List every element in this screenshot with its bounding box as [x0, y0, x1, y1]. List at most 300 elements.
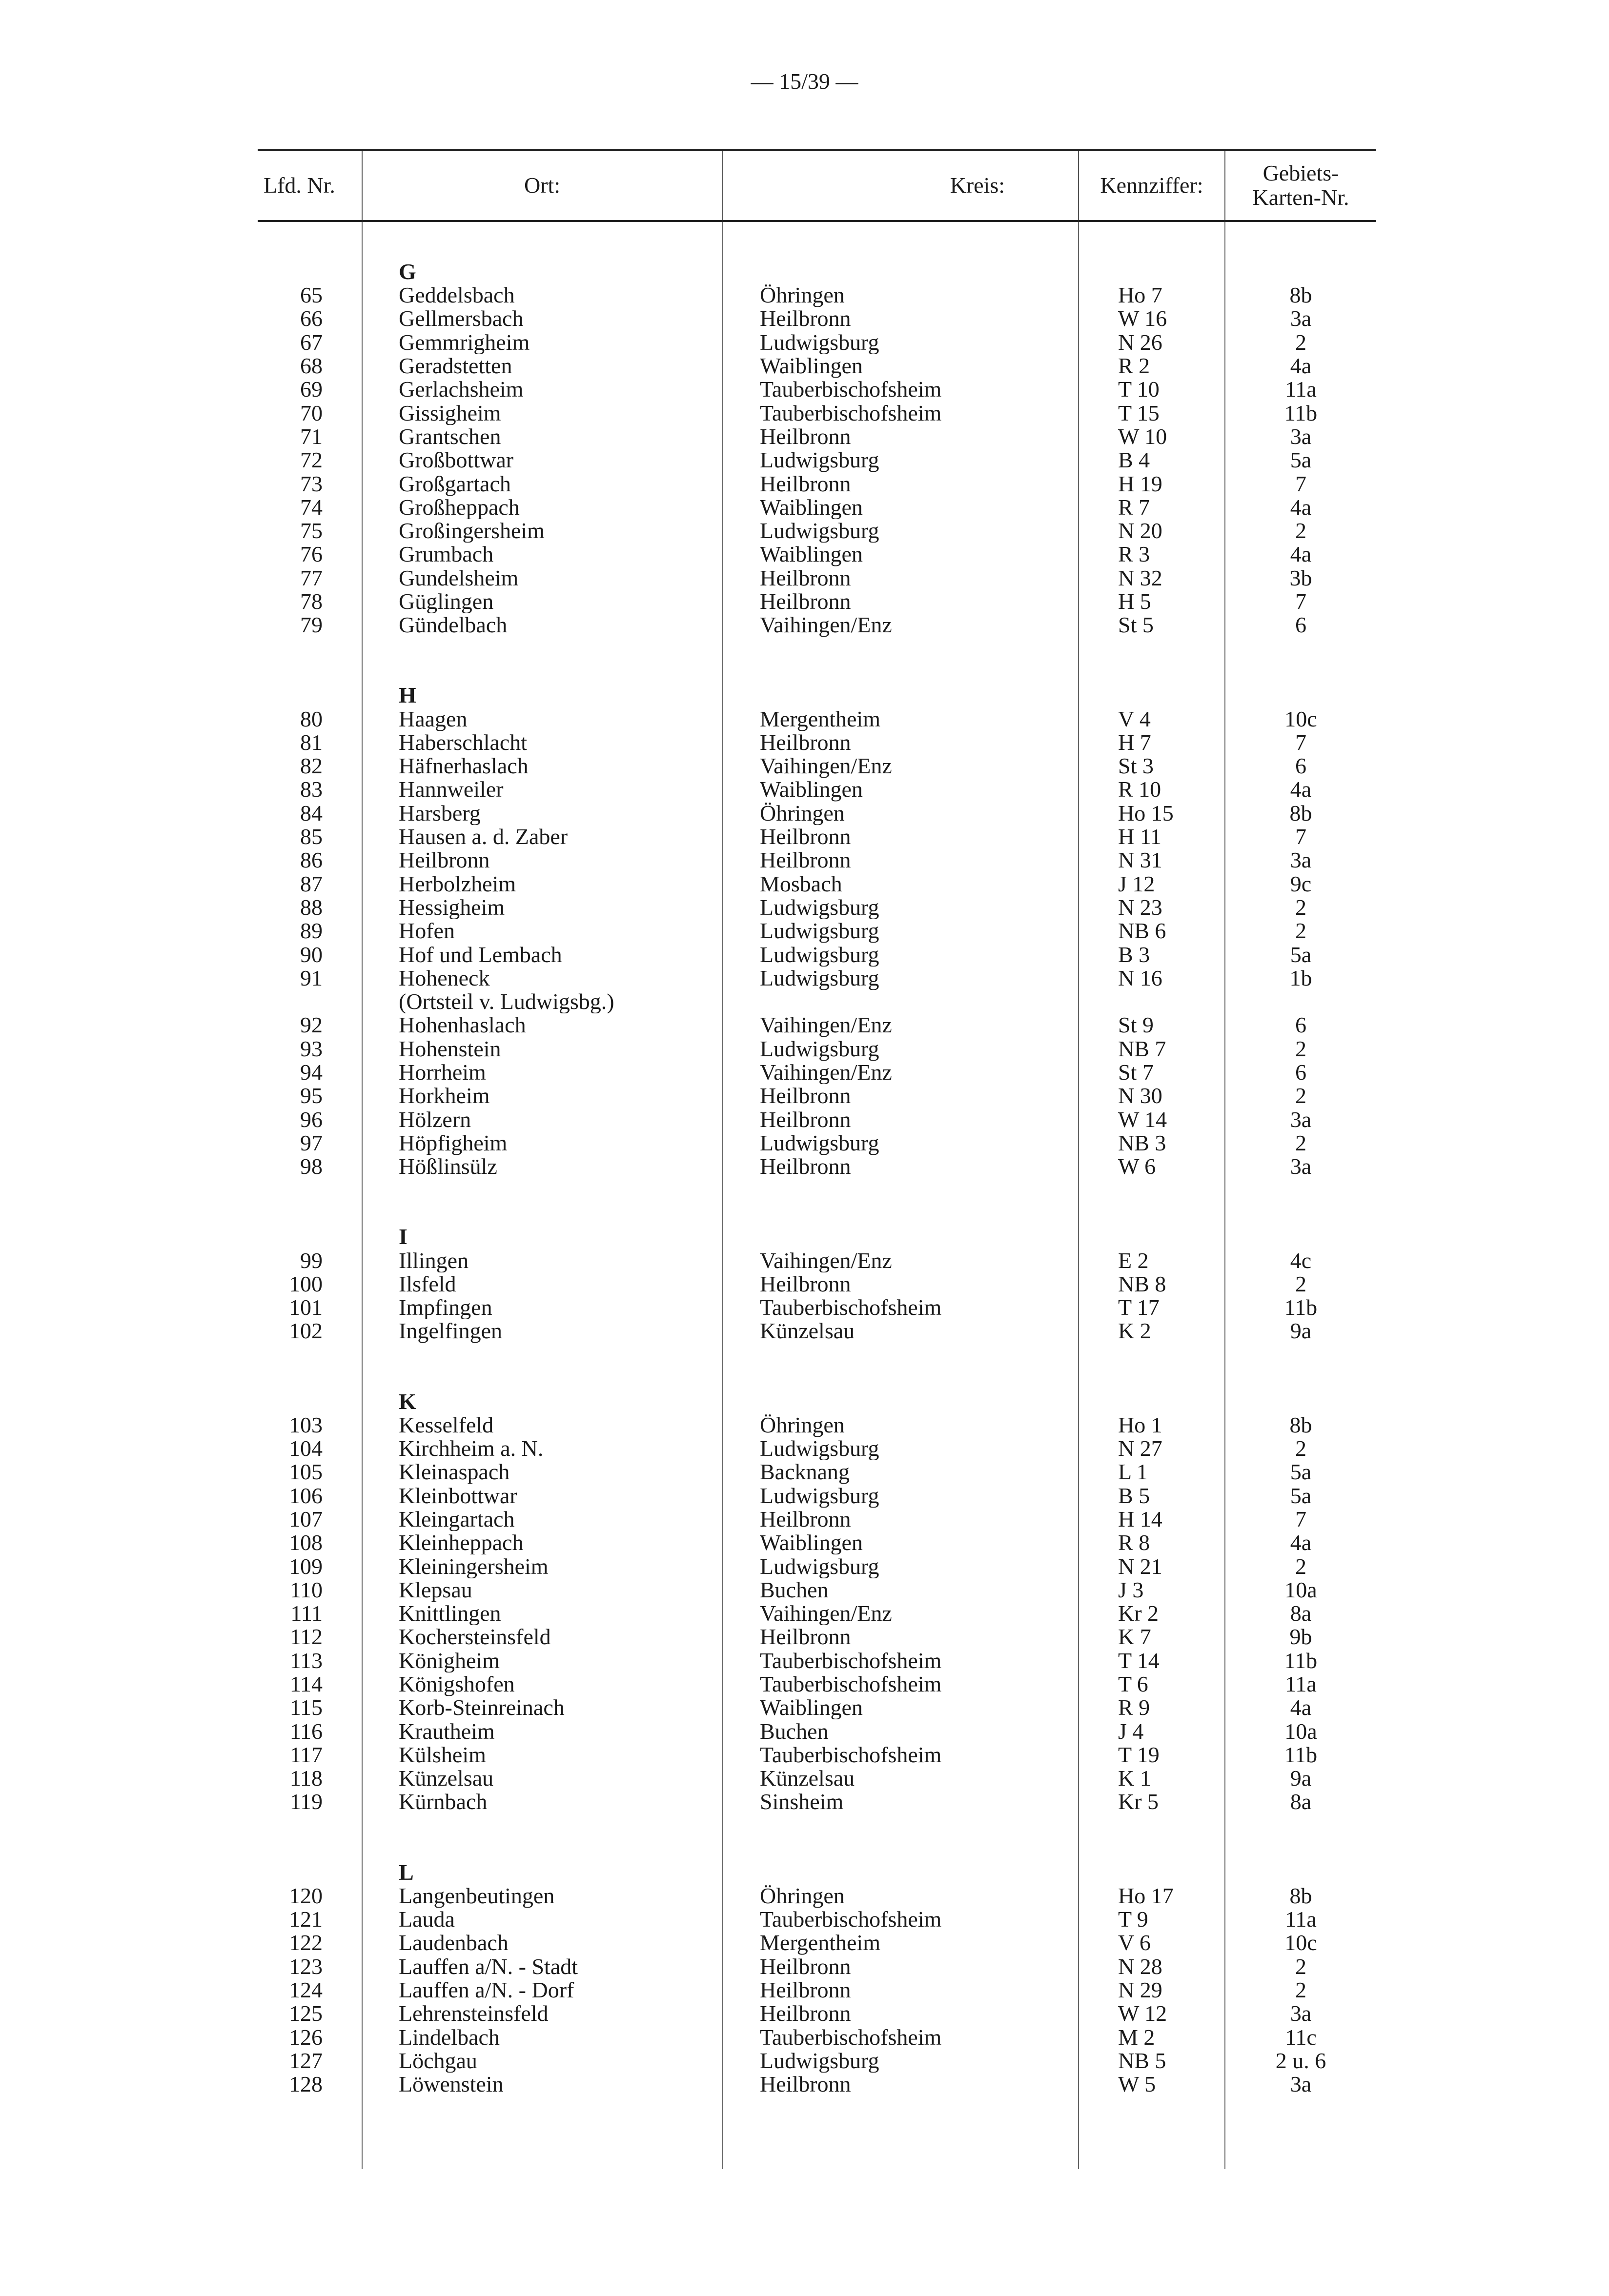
cell-lfd-nr: 67 — [300, 330, 323, 354]
table-row — [258, 496, 1376, 519]
section-letter-row — [258, 1837, 1376, 1884]
spacer-row — [258, 221, 1376, 237]
cell-ort: Knittlingen — [362, 1602, 722, 1625]
cell-lfd-nr: 97 — [300, 1131, 323, 1155]
spacer-cell — [362, 2096, 722, 2169]
cell-lfd-nr: 123 — [289, 1954, 323, 1978]
cell-ort: Hoheneck — [362, 967, 722, 990]
cell-kreis: Heilbronn — [722, 731, 1079, 754]
cell-ort: Großheppach — [362, 496, 722, 519]
table-row — [258, 967, 1376, 990]
cell-ort: Grantschen — [362, 425, 722, 448]
cell-ort: Ilsfeld — [362, 1272, 722, 1296]
cell-lfd-nr: 100 — [289, 1272, 323, 1296]
cell-kennziffer: W 14 — [1079, 1108, 1225, 1131]
table-row — [258, 1719, 1376, 1743]
spacer-cell — [1079, 637, 1225, 660]
cell-kreis: Ludwigsburg — [722, 919, 1079, 943]
section-empty-cell — [258, 660, 362, 707]
cell-ort: Gundelsheim — [362, 566, 722, 590]
cell-karten-nr: 9c — [1225, 872, 1376, 896]
table-row — [258, 1578, 1376, 1602]
cell-kreis: Tauberbischofsheim — [722, 1743, 1079, 1767]
cell-ort: Löchgau — [362, 2049, 722, 2073]
table-row — [258, 1108, 1376, 1131]
cell-karten-nr: 10a — [1225, 1578, 1376, 1602]
cell-kennziffer: W 12 — [1079, 2002, 1225, 2025]
table-row — [258, 825, 1376, 848]
spacer-cell — [1225, 221, 1376, 237]
cell-lfd-nr: 74 — [300, 495, 323, 519]
cell-kreis: Heilbronn — [722, 566, 1079, 590]
cell-karten-nr: 8b — [1225, 1413, 1376, 1437]
cell-kennziffer: Ho 7 — [1079, 283, 1225, 307]
cell-lfd-nr: 90 — [300, 943, 323, 967]
section-letter: H — [362, 660, 722, 707]
cell-kreis: Heilbronn — [722, 1155, 1079, 1178]
table-row — [258, 1084, 1376, 1108]
table-row — [258, 354, 1376, 378]
cell-karten-nr: 6 — [1225, 1061, 1376, 1084]
cell-lfd-nr: 106 — [289, 1484, 323, 1508]
cell-ort: Königshofen — [362, 1672, 722, 1696]
section-empty-cell — [722, 660, 1079, 707]
cell-kennziffer: Ho 1 — [1079, 1413, 1225, 1437]
cell-kreis: Waiblingen — [722, 354, 1079, 378]
cell-ort: Künzelsau — [362, 1767, 722, 1790]
cell-kreis: Künzelsau — [722, 1767, 1079, 1790]
cell-kreis: Waiblingen — [722, 543, 1079, 566]
cell-ort: Geddelsbach — [362, 283, 722, 307]
table-row — [258, 1978, 1376, 2002]
cell-ort: Geradstetten — [362, 354, 722, 378]
table-row — [258, 1484, 1376, 1507]
cell-karten-nr — [1225, 990, 1376, 1013]
cell-lfd-nr: 69 — [300, 378, 323, 402]
spacer-row — [258, 637, 1376, 660]
cell-kennziffer: N 20 — [1079, 519, 1225, 543]
cell-kreis: Buchen — [722, 1719, 1079, 1743]
section-empty-cell — [1225, 660, 1376, 707]
cell-lfd-nr: 127 — [289, 2049, 323, 2073]
cell-ort: Kesselfeld — [362, 1413, 722, 1437]
table-row — [258, 2049, 1376, 2073]
header-karte-line-1: Gebiets- — [1263, 161, 1339, 185]
cell-karten-nr: 8a — [1225, 1602, 1376, 1625]
cell-ort: Großbottwar — [362, 448, 722, 472]
cell-lfd-nr: 91 — [300, 966, 323, 990]
cell-ort: Haagen — [362, 707, 722, 730]
cell-karten-nr: 11b — [1225, 1743, 1376, 1767]
cell-kennziffer: K 7 — [1079, 1625, 1225, 1649]
cell-lfd-nr: 99 — [300, 1249, 323, 1272]
cell-ort: Kochersteinsfeld — [362, 1625, 722, 1649]
spacer-cell — [258, 2096, 362, 2169]
cell-ort: Hannweiler — [362, 778, 722, 801]
cell-kennziffer: J 4 — [1079, 1719, 1225, 1743]
table-row — [258, 1013, 1376, 1037]
cell-karten-nr: 4a — [1225, 354, 1376, 378]
table-row — [258, 519, 1376, 543]
cell-kreis: Tauberbischofsheim — [722, 401, 1079, 424]
cell-lfd-nr: 70 — [300, 401, 323, 425]
cell-kennziffer: J 12 — [1079, 872, 1225, 896]
cell-kreis: Öhringen — [722, 1413, 1079, 1437]
table-row — [258, 1743, 1376, 1767]
section-empty-cell — [258, 237, 362, 283]
table-row — [258, 1696, 1376, 1719]
spacer-cell — [362, 1178, 722, 1202]
section-letter: L — [362, 1837, 722, 1884]
cell-lfd-nr: 87 — [300, 872, 323, 896]
cell-ort: Großgartach — [362, 472, 722, 495]
table-row — [258, 1672, 1376, 1696]
cell-lfd-nr: 114 — [289, 1672, 323, 1696]
section-empty-cell — [1079, 1837, 1225, 1884]
cell-kreis: Öhringen — [722, 802, 1079, 825]
cell-lfd-nr: 118 — [289, 1767, 323, 1791]
cell-kreis: Tauberbischofsheim — [722, 1296, 1079, 1319]
cell-karten-nr: 2 — [1225, 1131, 1376, 1155]
cell-kreis: Ludwigsburg — [722, 1037, 1079, 1061]
cell-kreis: Tauberbischofsheim — [722, 1649, 1079, 1672]
cell-kennziffer: R 7 — [1079, 496, 1225, 519]
spacer-cell — [722, 1178, 1079, 1202]
cell-ort: Impfingen — [362, 1296, 722, 1319]
cell-ort: Krautheim — [362, 1719, 722, 1743]
cell-ort: Horkheim — [362, 1084, 722, 1108]
cell-lfd-nr: 113 — [289, 1649, 323, 1672]
cell-kennziffer: Kr 2 — [1079, 1602, 1225, 1625]
spacer-cell — [1079, 1814, 1225, 1837]
cell-lfd-nr: 112 — [289, 1625, 323, 1649]
cell-ort: Gellmersbach — [362, 307, 722, 330]
table-row — [258, 378, 1376, 401]
cell-lfd-nr: 93 — [300, 1037, 323, 1061]
section-empty-cell — [1079, 660, 1225, 707]
cell-lfd-nr: 121 — [289, 1907, 323, 1932]
cell-kreis: Ludwigsburg — [722, 519, 1079, 543]
cell-karten-nr: 4a — [1225, 1531, 1376, 1554]
table-row — [258, 613, 1376, 637]
table-row — [258, 754, 1376, 778]
cell-ort: Illingen — [362, 1249, 722, 1272]
cell-ort: Külsheim — [362, 1743, 722, 1767]
cell-kreis: Heilbronn — [722, 2002, 1079, 2025]
cell-lfd-nr: 78 — [300, 589, 323, 614]
cell-ort: Lauffen a/N. - Stadt — [362, 1955, 722, 1978]
cell-kennziffer: N 27 — [1079, 1437, 1225, 1460]
cell-ort: Lehrensteinsfeld — [362, 2002, 722, 2025]
cell-lfd-nr: 83 — [300, 778, 323, 802]
cell-karten-nr: 1b — [1225, 967, 1376, 990]
cell-karten-nr: 7 — [1225, 731, 1376, 754]
cell-lfd-nr: 116 — [289, 1719, 323, 1743]
cell-kreis: Sinsheim — [722, 1790, 1079, 1813]
cell-kennziffer: W 16 — [1079, 307, 1225, 330]
cell-lfd-nr: 92 — [300, 1013, 323, 1037]
cell-ort: Lauffen a/N. - Dorf — [362, 1978, 722, 2002]
section-letter: I — [362, 1202, 722, 1249]
cell-ort: Hößlinsülz — [362, 1155, 722, 1178]
cell-kreis: Vaihingen/Enz — [722, 613, 1079, 637]
cell-lfd-nr: 111 — [290, 1601, 323, 1626]
cell-karten-nr: 11c — [1225, 2025, 1376, 2049]
cell-karten-nr: 10c — [1225, 1931, 1376, 1954]
table-row — [258, 896, 1376, 919]
cell-karten-nr: 11b — [1225, 401, 1376, 424]
cell-ort: Kleingartach — [362, 1508, 722, 1531]
cell-lfd-nr: 124 — [289, 1978, 323, 2002]
table-row — [258, 472, 1376, 495]
cell-karten-nr: 9a — [1225, 1319, 1376, 1343]
cell-kennziffer: NB 7 — [1079, 1037, 1225, 1061]
spacer-row — [258, 1178, 1376, 1202]
cell-lfd-nr: 84 — [300, 801, 323, 825]
cell-kreis: Ludwigsburg — [722, 448, 1079, 472]
cell-kennziffer: V 4 — [1079, 707, 1225, 730]
table-row — [258, 707, 1376, 730]
cell-karten-nr: 6 — [1225, 1013, 1376, 1037]
cell-karten-nr: 2 — [1225, 1437, 1376, 1460]
cell-kennziffer: St 3 — [1079, 754, 1225, 778]
table-row — [258, 590, 1376, 613]
cell-lfd-nr: 119 — [289, 1790, 323, 1814]
cell-karten-nr: 7 — [1225, 1508, 1376, 1531]
cell-karten-nr: 7 — [1225, 472, 1376, 495]
cell-lfd-nr: 82 — [300, 754, 323, 778]
cell-kreis: Heilbronn — [722, 2073, 1079, 2096]
cell-karten-nr: 3a — [1225, 2002, 1376, 2025]
cell-ort: Hessigheim — [362, 896, 722, 919]
table-row — [258, 2073, 1376, 2096]
cell-kennziffer: N 29 — [1079, 1978, 1225, 2002]
section-empty-cell — [1079, 237, 1225, 283]
cell-kreis: Heilbronn — [722, 307, 1079, 330]
cell-kennziffer: St 7 — [1079, 1061, 1225, 1084]
cell-kreis: Ludwigsburg — [722, 896, 1079, 919]
cell-kreis: Heilbronn — [722, 848, 1079, 872]
section-letter: K — [362, 1367, 722, 1413]
cell-kennziffer: H 7 — [1079, 731, 1225, 754]
table-row — [258, 2002, 1376, 2025]
table-row — [258, 1531, 1376, 1554]
section-empty-cell — [1225, 1202, 1376, 1249]
spacer-cell — [722, 2096, 1079, 2169]
spacer-cell — [1079, 2096, 1225, 2169]
cell-kreis: Ludwigsburg — [722, 1131, 1079, 1155]
cell-kreis: Öhringen — [722, 283, 1079, 307]
header-ort: Ort: — [362, 150, 722, 221]
cell-karten-nr: 2 — [1225, 1084, 1376, 1108]
spacer-cell — [362, 1814, 722, 1837]
table-row — [258, 2025, 1376, 2049]
cell-lfd-nr: 72 — [300, 448, 323, 472]
cell-karten-nr: 11a — [1225, 1672, 1376, 1696]
header-kennziffer: Kennziffer: — [1079, 150, 1225, 221]
cell-ort: Hof und Lembach — [362, 943, 722, 966]
cell-karten-nr: 2 — [1225, 1978, 1376, 2002]
table-row — [258, 802, 1376, 825]
cell-kennziffer: N 28 — [1079, 1955, 1225, 1978]
table-header — [258, 150, 1376, 221]
cell-karten-nr: 3a — [1225, 2073, 1376, 2096]
cell-kennziffer: N 30 — [1079, 1084, 1225, 1108]
table-row — [258, 778, 1376, 801]
cell-ort: Langenbeutingen — [362, 1884, 722, 1908]
cell-kreis: Waiblingen — [722, 1696, 1079, 1719]
cell-kreis: Heilbronn — [722, 472, 1079, 495]
cell-kennziffer: K 1 — [1079, 1767, 1225, 1790]
section-empty-cell — [258, 1367, 362, 1413]
cell-kreis: Öhringen — [722, 1884, 1079, 1908]
cell-kennziffer: M 2 — [1079, 2025, 1225, 2049]
cell-lfd-nr: 109 — [289, 1554, 323, 1578]
table-row — [258, 1625, 1376, 1649]
cell-karten-nr: 3a — [1225, 307, 1376, 330]
cell-kreis: Heilbronn — [722, 1955, 1079, 1978]
section-empty-cell — [1225, 237, 1376, 283]
cell-kreis: Heilbronn — [722, 1084, 1079, 1108]
cell-kreis: Heilbronn — [722, 825, 1079, 848]
cell-karten-nr: 4a — [1225, 496, 1376, 519]
cell-kreis: Vaihingen/Enz — [722, 1061, 1079, 1084]
cell-karten-nr: 5a — [1225, 1484, 1376, 1507]
cell-ort: Gerlachsheim — [362, 378, 722, 401]
table-row — [258, 1061, 1376, 1084]
cell-lfd-nr: 98 — [300, 1155, 323, 1179]
spacer-cell — [258, 221, 362, 237]
cell-karten-nr: 10c — [1225, 707, 1376, 730]
cell-lfd-nr: 126 — [289, 2025, 323, 2049]
section-empty-cell — [722, 237, 1079, 283]
table-row — [258, 543, 1376, 566]
cell-kennziffer: T 6 — [1079, 1672, 1225, 1696]
cell-karten-nr: 2 — [1225, 1272, 1376, 1296]
cell-kennziffer: R 2 — [1079, 354, 1225, 378]
cell-karten-nr: 7 — [1225, 590, 1376, 613]
cell-kennziffer: B 3 — [1079, 943, 1225, 966]
cell-kennziffer: L 1 — [1079, 1460, 1225, 1484]
cell-ort: Hölzern — [362, 1108, 722, 1131]
cell-ort: Haberschlacht — [362, 731, 722, 754]
cell-ort: Hofen — [362, 919, 722, 943]
cell-kennziffer: T 17 — [1079, 1296, 1225, 1319]
cell-kennziffer: NB 5 — [1079, 2049, 1225, 2073]
cell-lfd-nr: 102 — [289, 1319, 323, 1343]
cell-karten-nr: 2 — [1225, 896, 1376, 919]
table-row — [258, 448, 1376, 472]
cell-kennziffer: H 5 — [1079, 590, 1225, 613]
spacer-cell — [362, 637, 722, 660]
section-empty-cell — [722, 1837, 1079, 1884]
cell-karten-nr: 3a — [1225, 848, 1376, 872]
table-row — [258, 943, 1376, 966]
cell-kennziffer: St 5 — [1079, 613, 1225, 637]
spacer-cell — [1079, 1178, 1225, 1202]
cell-ort: Kleiningersheim — [362, 1554, 722, 1578]
table-row — [258, 401, 1376, 424]
cell-karten-nr: 2 — [1225, 919, 1376, 943]
cell-ort: Lauda — [362, 1908, 722, 1931]
cell-kreis: Ludwigsburg — [722, 331, 1079, 354]
section-empty-cell — [1225, 1837, 1376, 1884]
cell-kreis: Tauberbischofsheim — [722, 378, 1079, 401]
cell-karten-nr: 7 — [1225, 825, 1376, 848]
cell-kreis: Heilbronn — [722, 1508, 1079, 1531]
cell-lfd-nr — [258, 990, 362, 1013]
cell-lfd-nr: 101 — [289, 1295, 323, 1320]
cell-kennziffer — [1079, 990, 1225, 1013]
cell-ort: Horrheim — [362, 1061, 722, 1084]
cell-karten-nr: 5a — [1225, 1460, 1376, 1484]
table-row — [258, 566, 1376, 590]
spacer-cell — [1225, 1814, 1376, 1837]
cell-karten-nr: 3a — [1225, 425, 1376, 448]
cell-kennziffer: T 14 — [1079, 1649, 1225, 1672]
cell-kennziffer: B 5 — [1079, 1484, 1225, 1507]
table-row — [258, 1037, 1376, 1061]
section-letter-row — [258, 1202, 1376, 1249]
municipality-table — [258, 149, 1376, 2169]
table-row — [258, 990, 1376, 1013]
spacer-cell — [362, 1343, 722, 1367]
cell-karten-nr: 4a — [1225, 1696, 1376, 1719]
cell-kennziffer: Ho 15 — [1079, 802, 1225, 825]
cell-kennziffer: H 14 — [1079, 1508, 1225, 1531]
cell-lfd-nr: 86 — [300, 848, 323, 872]
spacer-cell — [258, 1178, 362, 1202]
section-empty-cell — [258, 1837, 362, 1884]
cell-lfd-nr: 115 — [289, 1696, 323, 1720]
cell-ort: Hausen a. d. Zaber — [362, 825, 722, 848]
spacer-cell — [258, 1343, 362, 1367]
cell-karten-nr: 9a — [1225, 1767, 1376, 1790]
cell-ort: Löwenstein — [362, 2073, 722, 2096]
cell-kreis: Buchen — [722, 1578, 1079, 1602]
cell-ort: Höpfigheim — [362, 1131, 722, 1155]
table-row — [258, 1460, 1376, 1484]
cell-kreis: Ludwigsburg — [722, 943, 1079, 966]
spacer-cell — [722, 1814, 1079, 1837]
cell-kennziffer: T 19 — [1079, 1743, 1225, 1767]
header-gebiets-karten-nr — [1225, 150, 1376, 221]
table-row — [258, 1649, 1376, 1672]
cell-kreis: Heilbronn — [722, 590, 1079, 613]
cell-kreis: Heilbronn — [722, 1978, 1079, 2002]
cell-karten-nr: 2 — [1225, 1554, 1376, 1578]
cell-lfd-nr: 128 — [289, 2073, 323, 2096]
cell-lfd-nr: 71 — [300, 424, 323, 449]
cell-kreis: Mosbach — [722, 872, 1079, 896]
cell-karten-nr: 2 — [1225, 331, 1376, 354]
cell-lfd-nr: 65 — [300, 283, 323, 307]
cell-ort: Königheim — [362, 1649, 722, 1672]
cell-karten-nr: 5a — [1225, 448, 1376, 472]
section-letter: G — [362, 237, 722, 283]
cell-kennziffer: J 3 — [1079, 1578, 1225, 1602]
table-row — [258, 1554, 1376, 1578]
cell-kennziffer: R 10 — [1079, 778, 1225, 801]
cell-lfd-nr: 73 — [300, 472, 323, 496]
spacer-cell — [1225, 637, 1376, 660]
spacer-cell — [1225, 1343, 1376, 1367]
cell-ort: Güglingen — [362, 590, 722, 613]
section-empty-cell — [1079, 1367, 1225, 1413]
cell-kennziffer: N 21 — [1079, 1554, 1225, 1578]
table-row — [258, 1296, 1376, 1319]
cell-karten-nr: 3a — [1225, 1155, 1376, 1178]
